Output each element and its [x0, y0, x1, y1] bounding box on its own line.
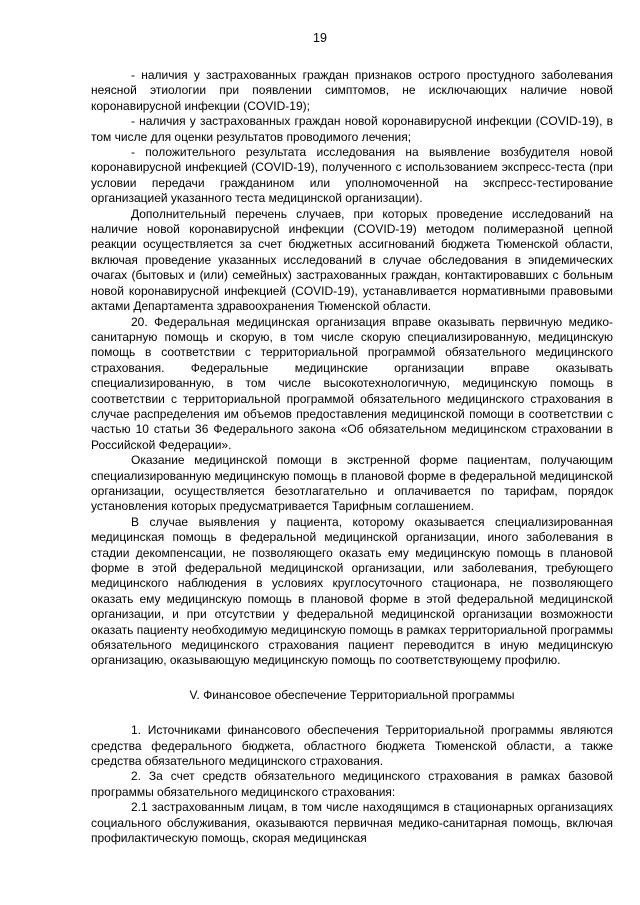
paragraph: Оказание медицинской помощи в экстренной форме пациентам, получающим специализированную медицинскую помощь в плановой форме в федеральной медицинской организации, осуществляется безотлагательно и оплачивается по тарифам, порядок установления которых предусматривается Тарифным соглашением.: [91, 453, 613, 514]
paragraph: 1. Источниками финансового обеспечения Территориальной программы являются средства федерального бюджета, областного бюджета Тюменской области, а также средства обязательного медицинского страхования.: [91, 723, 613, 769]
paragraph: - наличия у застрахованных граждан признаков острого простудного заболевания неясной этиологии при появлении симптомов, не исключающих наличие новой коронавирусной инфекции (COVID-19);: [91, 68, 613, 113]
page-number: 19: [313, 31, 327, 45]
paragraph: - наличия у застрахованных граждан новой коронавирусной инфекции (COVID-19), в том числе для оценки результатов проводимого лечения;: [91, 114, 613, 144]
paragraph: 20. Федеральная медицинская организация вправе оказывать первичную медико-санитарную помощь и скорую, в том числе скорую специализированную, медицинскую помощь в соответствии с территориальной программой обязательного медицинского страхования. Федеральные медицинские организации вправе оказывать специализированную, в том числе высокотехнологичную, медицинскую помощь в соответствии с территориальной программой обязательного медицинского страхования в случае распределения им объемов предоставления медицинской помощи в соответствии с частью 10 статьи 36 Федерального закона «Об обязательном медицинском страховании в Российской Федерации».: [91, 314, 613, 452]
document-body: [91, 68, 613, 847]
section-heading: V. Финансовое обеспечение Территориальной программы: [189, 687, 515, 702]
paragraph: В случае выявления у пациента, которому оказывается специализированная медицинская помощь в федеральной медицинской организации, иного заболевания в стадии декомпенсации, не позволяющего оказать ему медицинскую помощь в плановой форме в этой федеральной медицинской организации, или заболевания, требующего медицинского наблюдения в условиях круглосуточного стационара, не позволяющего оказать ему медицинскую помощь в плановой форме в этой федеральной медицинской организации, и при отсутствии у федеральной медицинской организации возможности оказать пациенту необходимую медицинскую помощь в рамках территориальной программы обязательного медицинского страхования пациент переводится в иную медицинскую организацию, оказывающую медицинскую помощь по соответствующему профилю.: [91, 514, 614, 668]
paragraph: 2.1 застрахованным лицам, в том числе находящимся в стационарных организациях социального обслуживания, оказываются первичная медико-санитарная помощь, включая профилактическую помощь, скорая медицинская: [91, 800, 613, 846]
paragraph: 2. За счет средств обязательного медицинского страхования в рамках базовой программы обязательного медицинского страхования:: [91, 769, 613, 799]
paragraph: Дополнительный перечень случаев, при которых проведение исследований на наличие новой коронавирусной инфекции (COVID-19) методом полимеразной цепной реакции осуществляется за счет бюджетных ассигнований бюджета Тюменской области, включая проведение указанных исследований в случае обследования в эпидемических очагах (бытовых и (или) семейных) застрахованных граждан, контактировавших с больным новой коронавирусной инфекцией (COVID-19), устанавливается нормативными правовыми актами Департамента здравоохранения Тюменской области.: [91, 206, 613, 314]
paragraph: - положительного результата исследования на выявление возбудителя новой коронавирусной инфекцией (COVID-19), полученного с использованием экспресс-теста (при условии передачи гражданином или уполномоченной на экспресс-тестирование организацией указанного теста медицинской организации).: [91, 145, 613, 206]
